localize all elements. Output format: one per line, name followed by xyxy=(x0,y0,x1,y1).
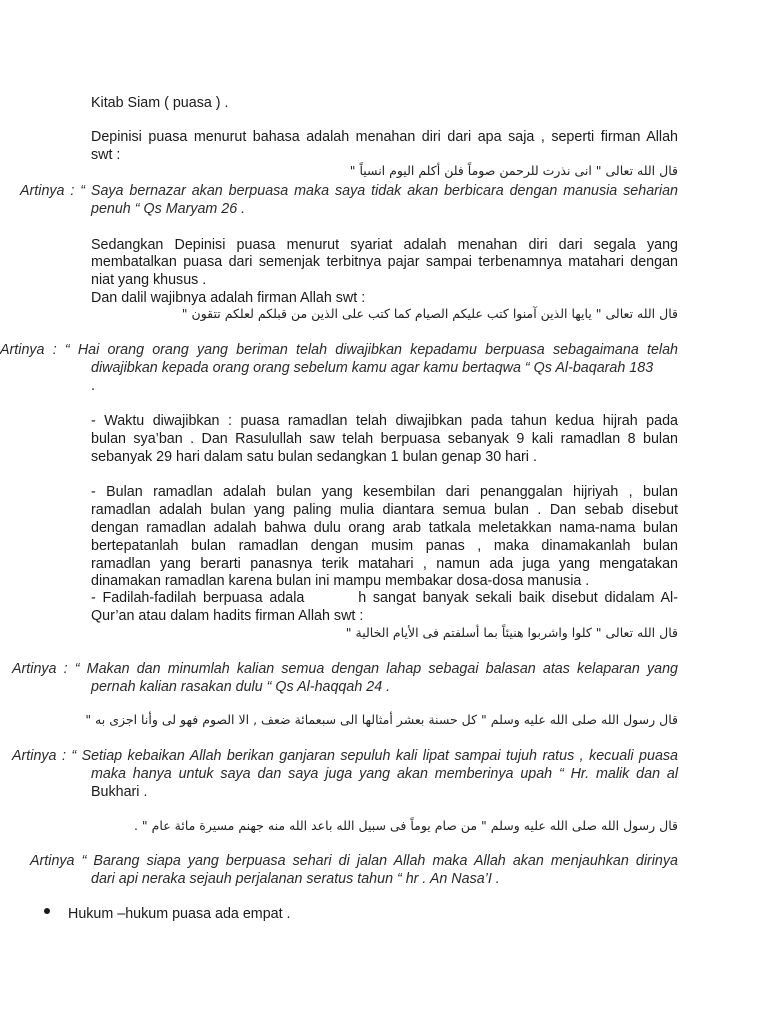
translation-line: . xyxy=(91,378,95,394)
paragraph-line: - Bulan ramadlan adalah bulan yang kesembilan dari penanggalan hijriyah , bulan xyxy=(91,484,678,500)
paragraph-line: bulan sya’ban . Dan Rasulullah saw telah berpuasa sebanyak 9 kali ramadlan 8 bulan xyxy=(91,431,678,447)
translation-line: diwajibkan kepada orang orang sebelum kamu agar kamu bertaqwa “ Qs Al-baqarah 183 xyxy=(91,360,654,376)
document-title: Kitab Siam ( puasa ) . xyxy=(91,95,229,111)
paragraph-line: Dan dalil wajibnya adalah firman Allah swt : xyxy=(91,290,366,306)
paragraph-line: Qur’an atau dalam hadits firman Allah swt : xyxy=(91,608,364,624)
arabic-hadith: قال رسول الله صلى الله عليه وسلم " من صام يوماً فى سبيل الله باعد الله منه جهنم مسيرة مائة عام " . xyxy=(133,818,678,833)
paragraph-line: niat yang khusus . xyxy=(91,272,207,288)
paragraph-line: Depinisi puasa menurut bahasa adalah menahan diri dari apa saja , seperti firman Allah xyxy=(91,129,678,145)
paragraph-line: sebanyak 29 hari dalam satu bulan sedangkan 1 bulan genap 30 hari . xyxy=(91,449,537,465)
arabic-verse: قال الله تعالى " انى نذرت للرحمن صوماً فلن أكلم اليوم انسياً " xyxy=(349,163,678,178)
bullet-item: Hukum –hukum puasa ada empat . xyxy=(68,906,291,922)
translation-line: Artinya : “ Saya bernazar akan berpuasa maka saya tidak akan berbicara dengan manusia seharian xyxy=(20,183,678,199)
translation-line: Artinya “ Barang siapa yang berpuasa sehari di jalan Allah maka Allah akan menjauhkan dirinya xyxy=(30,853,678,869)
translation-line: Artinya : “ Setiap kebaikan Allah berikan ganjaran sepuluh kali lipat sampai tujuh ratus , kecuali puasa xyxy=(12,748,678,764)
translation-line: maka hanya untuk saya dan saya juga yang akan memberinya upah “ Hr. malik dan al xyxy=(91,766,678,782)
translation-line: dari api neraka sejauh perjalanan seratus tahun “ hr . An Nasa’I . xyxy=(91,871,500,887)
paragraph-line: membatalkan puasa dari semenjak terbitnya pajar sampai terbenamnya matahari dengan xyxy=(91,254,678,270)
paragraph-line: bertepatanlah bulan ramadlan dengan musim panas , maka dinamakanlah bulan xyxy=(91,538,678,554)
translation-line: Bukhari . xyxy=(91,784,148,800)
translation-line: pernah kalian rasakan dulu “ Qs Al-haqqah 24 . xyxy=(91,679,391,695)
translation-line: Artinya : “ Hai orang orang yang beriman telah diwajibkan kepadamu berpuasa sebagaimana telah xyxy=(0,342,678,358)
paragraph-line: dinamakan ramadlan karena bulan ini mampu membakar dosa-dosa manusia . xyxy=(91,573,590,589)
paragraph-line: Sedangkan Depinisi puasa menurut syariat adalah menahan diri dari segala yang xyxy=(91,237,678,253)
paragraph-line: ramadlan adalah bulan yang paling mulia diantara semua bulan . Dan sebab disebut xyxy=(91,502,678,518)
paragraph-line: ramadlan yang berarti panasnya terik matahari , namun ada juga yang mengatakan xyxy=(91,556,678,572)
arabic-verse: قال الله تعالى " كلوا واشربوا هنيئاً بما أسلفتم فى الأيام الخالية " xyxy=(345,625,678,640)
paragraph-line: - Waktu diwajibkan : puasa ramadlan telah diwajibkan pada tahun kedua hijrah pada xyxy=(91,413,678,429)
paragraph-line: - Fadilah-fadilah berpuasa adala h sangat banyak sekali baik disebut didalam Al- xyxy=(91,590,678,606)
paragraph-line: swt : xyxy=(91,147,121,163)
bullet-dot-icon xyxy=(44,908,50,914)
arabic-verse: قال الله تعالى " يايها الذين آمنوا كتب عليكم الصيام كما كتب على الذين من قبلكم لعلكم تتقون " xyxy=(181,306,678,321)
paragraph-line: dengan ramadlan adalah bahwa dulu orang arab tatkala meletakkan nama-nama bulan xyxy=(91,520,678,536)
translation-line: penuh “ Qs Maryam 26 . xyxy=(91,201,246,217)
translation-line: Artinya : “ Makan dan minumlah kalian semua dengan lahap sebagai balasan atas kelaparan yang xyxy=(12,661,678,677)
arabic-hadith: قال رسول الله صلى الله عليه وسلم " كل حسنة بعشر أمثالها الى سبعمائة ضعف , الا الصوم فهو لى وأنا اجزى به " xyxy=(85,712,678,727)
